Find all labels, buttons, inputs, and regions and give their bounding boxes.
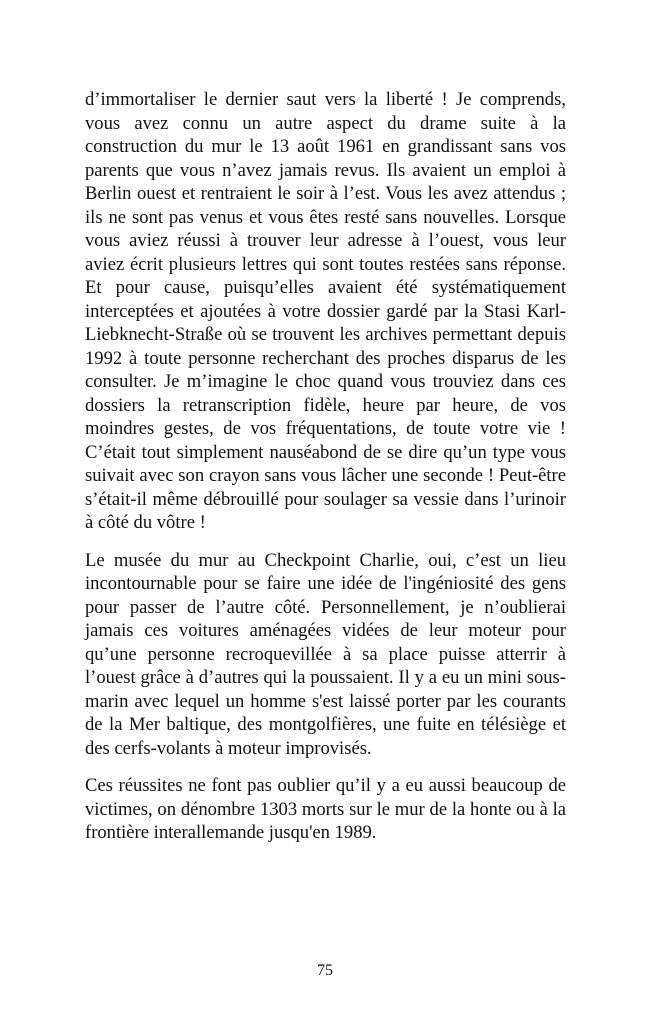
paragraph-2: Le musée du mur au Checkpoint Charlie, oui, c’est un lieu incontournable pour se faire une idée de l'ingéniosité des gens pour passer de l’autre côté. Personnellement, je n’oublierai jamais ces voitures aménagées vidées de leur moteur pour qu’une personne recroquevillée à sa place puisse atterrir à l’ouest grâce à d’autres qui la poussaient. Il y a eu un mini sous-marin avec lequel un homme s'est laissé porter par les courants de la Mer baltique, des montgolfières, une fuite en télésiège et des cerfs-volants à moteur improvisés. xyxy=(85,549,566,759)
paragraph-1: d’immortaliser le dernier saut vers la liberté ! Je comprends, vous avez connu un autre aspect du drame suite à la construction du mur le 13 août 1961 en grandissant sans vos parents que vous n’avez jamais revus. Ils avaient un emploi à Berlin ouest et rentraient le soir à l’est. Vous les avez attendus ; ils ne sont pas venus et vous êtes resté sans nouvelles. Lorsque vous aviez réussi à trouver leur adresse à l’ouest, vous leur aviez écrit plusieurs lettres qui sont toutes restées sans réponse. Et pour cause, puisqu’elles avaient été systématiquement interceptées et ajoutées à votre dossier gardé par la Stasi Karl-Liebknecht-Straße où se trouvent les archives permettant depuis 1992 à toute personne recherchant des proches disparus de les consulter. Je m’imagine le choc quand vous trouviez dans ces dossiers la retranscription fidèle, heure par heure, de vos moindres gestes, de vos fréquentations, de toute votre vie ! C’était tout simplement nauséabond de se dire qu’un type vous suivait avec son crayon sans vous lâcher une seconde ! Peut-être s’était-il même débrouillé pour soulager sa vessie dans l’urinoir à côté du vôtre ! xyxy=(85,89,566,533)
paragraph-3: Ces réussites ne font pas oublier qu’il y a eu aussi beaucoup de victimes, on dénombre 1303 morts sur le mur de la honte ou à la frontière interallemande jusqu'en 1989. xyxy=(85,775,566,843)
page-body xyxy=(85,88,566,859)
page-number: 75 xyxy=(317,962,333,979)
